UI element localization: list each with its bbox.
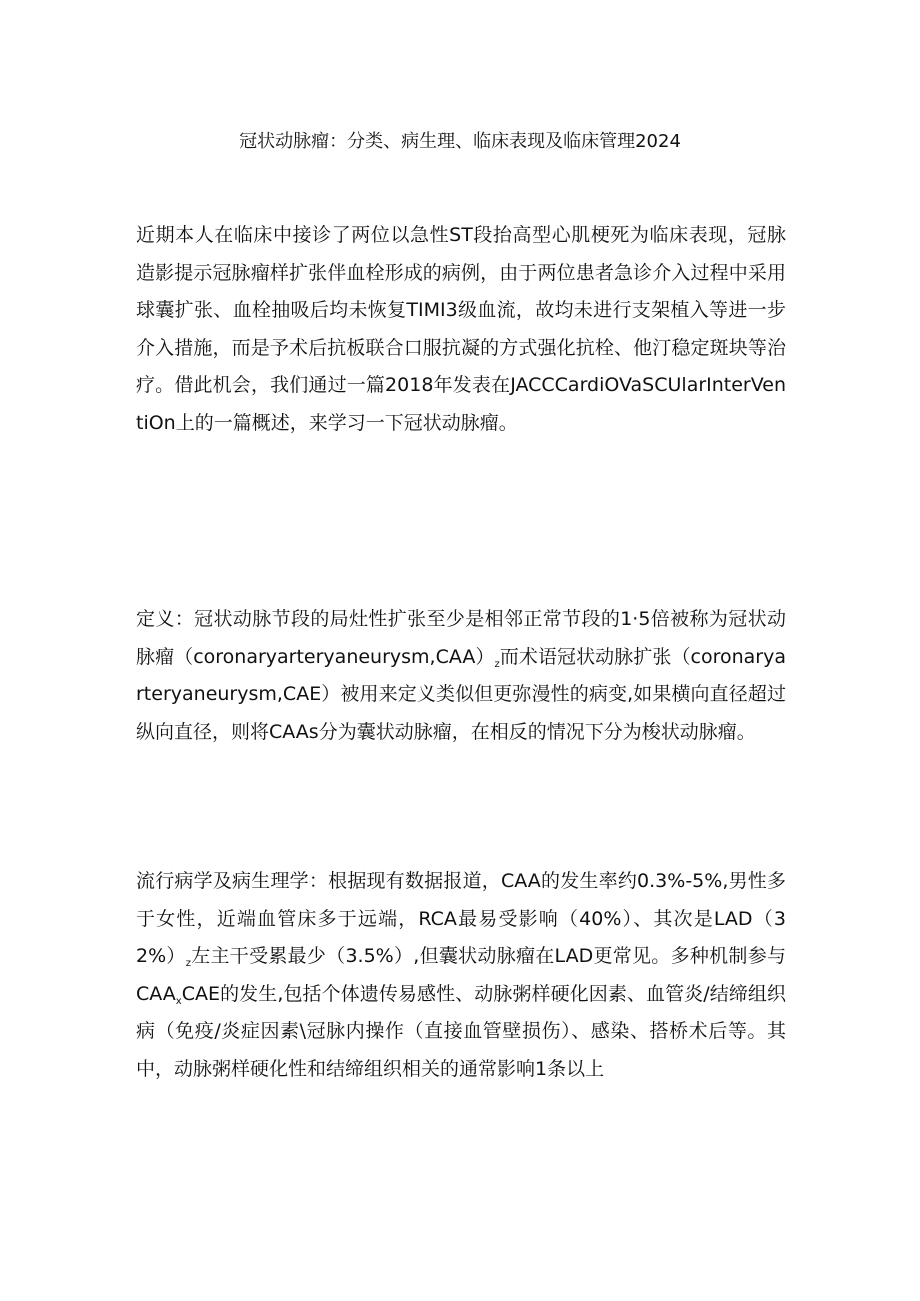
subscript-mark: x — [175, 995, 182, 1007]
paragraph-text: CAE的发生,包括个体遗传易感性、动脉粥样硬化因素、血管炎/结缔组织病（免疫/炎症因素\冠脉内操作（直接血管壁损伤）、感染、搭桥术后等。其中，动脉粥样硬化性和结缔组织相关的通常影响1条以上 — [136, 982, 786, 1080]
paragraph-text: 流行病学及病生理学：根据现有数据报道，CAA的发生率约0.3%-5%,男性多于女性，近端血管床多于远端，RCA最易受影响（40%）、其次是LAD（32%） — [136, 870, 786, 968]
subscript-mark: z — [185, 958, 191, 970]
paragraph-definition — [136, 601, 786, 751]
document-title: 冠状动脉瘤：分类、病生理、临床表现及临床管理2024 — [239, 131, 681, 152]
paragraph-text: 定义：冠状动脉节段的局灶性扩张至少是相邻正常节段的1·5倍被称为冠状动脉瘤（coronaryarteryaneurysm,CAA） — [136, 608, 786, 668]
subscript-mark: z — [494, 658, 500, 670]
paragraph-text: 左主干受累最少（3.5%）,但囊状动脉瘤在LAD更常见。多种机制参与CAA — [136, 945, 786, 1005]
paragraph-text: 而术语冠状动脉扩张（coronaryarteryaneurysm,CAE）被用来定义类似但更弥漫性的病变,如果横向直径超过纵向直径，则将CAAs分为囊状动脉瘤，在相反的情况下分为梭状动脉瘤。 — [136, 645, 786, 743]
paragraph-text: 近期本人在临床中接诊了两位以急性ST段抬高型心肌梗死为临床表现，冠脉造影提示冠脉瘤样扩张伴血栓形成的病例，由于两位患者急诊介入过程中采用球囊扩张、血栓抽吸后均未恢复TIMI3级血流，故均未进行支架植入等进一步介入措施，而是予术后抗板联合口服抗凝的方式强化抗栓、他汀稳定斑块等治疗。借此机会，我们通过一篇2018年发表在JACCCardiOVaSCUlarInterVentiOn上的一篇概述，来学习一下冠状动脉瘤。 — [136, 224, 786, 434]
paragraph-intro — [136, 217, 786, 443]
paragraph-epidemiology — [136, 863, 786, 1089]
